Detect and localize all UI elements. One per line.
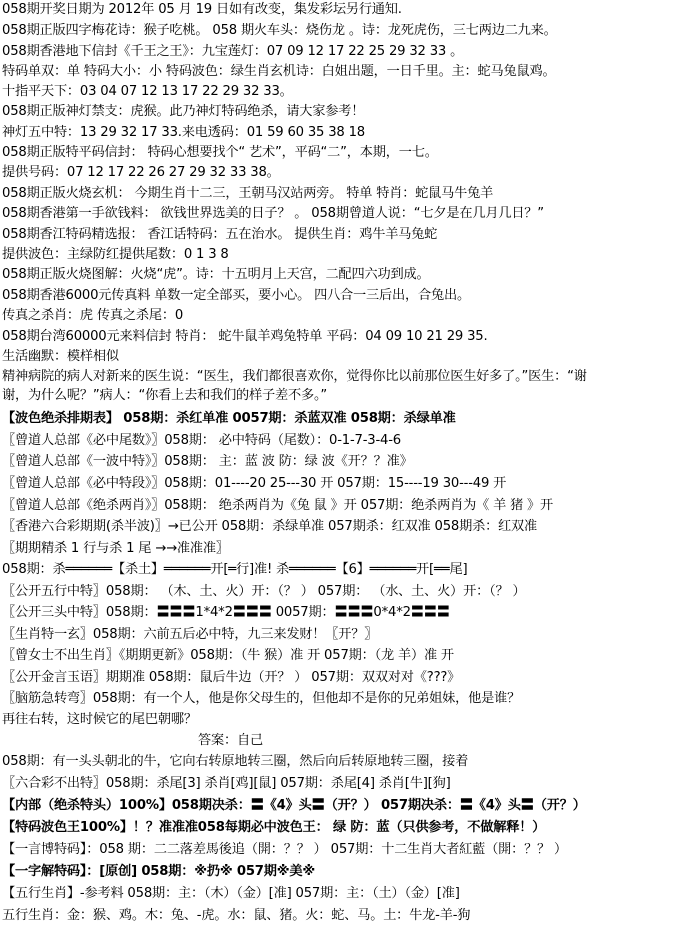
tail-number-line: 〖曾道人总部《必中尾数》〗058期： 必中特码（尾数）：0-1-7-3-4-6 xyxy=(2,433,401,448)
wave-king-line: 【特码波色王100%】！？准准准058每期必中波色王： 绿 防：蓝（只供参考，不做解释！） xyxy=(2,820,546,835)
hk-first-hand-line: 058期香港第一手欲钱料： 欲钱世界选美的日子？ 。 058期曾道人说：“七夕是在几月几日？” xyxy=(2,206,544,221)
lamp-five-line: 神灯五中特：13 29 32 17 33.来电透码：01 59 60 35 38 18 xyxy=(2,125,365,140)
taiwan-envelope-line: 058期台湾60000元来料信封 特肖： 蛇牛鼠羊鸡兔特单 平码：04 09 10 21 29 35. xyxy=(2,329,488,344)
special-segment-line: 〖曾道人总部《必中特段》〗058期：01----20 25---30 开 057期：15----19 30---49 开 xyxy=(2,476,507,491)
flat-code-envelope-line: 058期正版特平码信封： 特码心想要找个“ 艺术”，平码“二”，本期，一七。 xyxy=(2,145,438,160)
underground-envelope-line: 058期香港地下信封《千王之王》：九宝莲灯：07 09 12 17 22 25 29 32 33 。 xyxy=(2,44,464,59)
humor-title-line: 生活幽默：模样相似 xyxy=(2,349,119,364)
humor-text-line-2: 谢，为什么呢？”病人：“你看上去和我们的样子差不多。” xyxy=(2,388,327,403)
fax-6000-line: 058期香港6000元传真料 单数一定全部买，要小心。 四八合一三后出，合兔出。 xyxy=(2,288,470,303)
fire-diagram-line: 058期正版火烧图解：火烧“虎”。诗：十五明月上天宫，二配四六功到成。 xyxy=(2,267,430,282)
magic-lamp-line: 058期正版神灯禁支：虎猴。此乃神灯特码绝杀，请大家参考！ xyxy=(2,104,365,119)
hk-half-wave-line: 〖香港六合彩期期(杀半波)〗→已公开 058期：杀绿单准 057期杀：红双准 058期杀：红双准 xyxy=(2,519,538,534)
riddle-line-1: 〖脑筋急转弯〗058期：有一个人，他是你父母生的，但他却不是你的兄弟姐妹，他是谁？ xyxy=(2,691,521,706)
element-zodiac-list-line: 五行生肖：金：猴、鸡。木：兔、-虎。水：鼠、猪。火：蛇、马。土：牛龙-羊-狗 xyxy=(2,908,471,923)
five-element-zodiac-line: 【五行生肖】-参考料 058期：主：（木）（金）[准] 057期：主：（土）（金）[准] xyxy=(2,886,460,901)
one-char-solution-line: 【一字解特码】：[原创] 058期：※扔※ 057期※美※ xyxy=(2,864,315,879)
one-word-bet-line: 【一言博特码】：058 期：二二落差馬後追（開：？？ ） 057期：十二生肖大者紅藍（開：？？ ） xyxy=(2,842,568,857)
internal-kill-head-line: 【内部（绝杀特头）100%】058期决杀：〓《4》头〓（开？） 057期决杀：〓《4》头〓（开？） xyxy=(2,798,586,813)
one-wave-line: 〖曾道人总部《一波中特》〗058期： 主：蓝 波 防：绿 波《开？？准》 xyxy=(2,454,413,469)
zodiac-mystery-line: 〖生肖特一玄〗058期：六前五后必中特，九三来发财！〖开？〗 xyxy=(2,627,378,642)
ten-fingers-line: 十指平天下：03 04 07 12 13 17 22 29 32 33。 xyxy=(2,84,293,99)
provided-numbers-line: 提供号码：07 12 17 22 26 27 29 32 33 38。 xyxy=(2,165,280,180)
kill-element-line: 058期：杀══════【杀土】══════开[═行]准! 杀══════【6】══════开[══尾] xyxy=(2,562,468,577)
fax-kill-line: 传真之杀肖：虎 传真之杀尾：0 xyxy=(2,308,184,323)
no-special-line: 〖六合彩不出特〗058期：杀尾[3] 杀肖[鸡][鼠] 057期：杀尾[4] 杀肖[牛][狗] xyxy=(2,776,451,791)
humor-text-line-1: 精神病院的病人对新来的医生说：“医生，我们都很喜欢你，觉得你比以前那位医生好多了。”医生：“谢 xyxy=(2,369,587,384)
madam-zodiac-line: 〖曾女士不出生肖〗《期期更新》058期：（牛 猴）准 开 057期：（龙 羊）准 开 xyxy=(2,648,454,663)
wave-color-line: 提供波色：主绿防红提供尾数：0 1 3 8 xyxy=(2,247,229,262)
draw-date-line: 058期开奖日期为 2012年 05 月 19 日如有改变，集发彩坛另行通知. xyxy=(2,2,402,17)
golden-words-line: 〖公开金言玉语〗期期准 058期：鼠后牛边（开？ ） 057期：双双对对《???》 xyxy=(2,670,461,685)
xiangjiang-line: 058期香江特码精选报： 香江话特码：五在治水。 提供生肖：鸡牛羊马兔蛇 xyxy=(2,227,438,242)
wave-kill-table-line: 【波色绝杀排期表】 058期：杀红单准 0057期：杀蓝双准 058期：杀绿单准 xyxy=(2,411,456,426)
riddle-line-2: 再往右转，这时候它的尾巴朝哪？ xyxy=(2,712,197,727)
fire-mystery-line: 058期正版火烧玄机： 今期生肖十二三，王朝马汉站两旁。 特单 特肖：蛇鼠马牛兔羊 xyxy=(2,186,494,201)
kill-row-tail-title-line: 〖期期精杀 1 行与杀 1 尾 →→准准准〗 xyxy=(2,541,229,556)
kill-two-zodiac-line: 〖曾道人总部《绝杀两肖》〗058期： 绝杀两肖为《兔 鼠 》开 057期：绝杀两肖为《 羊 猪 》开 xyxy=(2,498,554,513)
cow-riddle-line: 058期：有一头头朝北的牛，它向右转原地转三圈，然后向后转原地转三圈，接着 xyxy=(2,754,469,769)
special-code-line: 特码单双：单 特码大小：小 特码波色：绿生肖玄机诗：白姐出题，一日千里。主：蛇马兔鼠鸡。 xyxy=(2,64,556,79)
five-elements-line: 〖公开五行中特〗058期： （木、土、火）开：（？ ） 057期： （水、土、火）开：（？ ） xyxy=(2,584,526,599)
riddle-answer: 答案：自己 xyxy=(198,733,263,748)
plum-poem-line: 058期正版四字梅花诗：猴子吃桃。 058 期火车头：烧伤龙 。诗：龙死虎伤，三七两边二九来。 xyxy=(2,23,557,38)
three-heads-line: 〖公开三头中特〗058期：〓〓〓1*4*2〓〓〓 0057期：〓〓〓0*4*2〓〓〓 xyxy=(2,605,450,620)
